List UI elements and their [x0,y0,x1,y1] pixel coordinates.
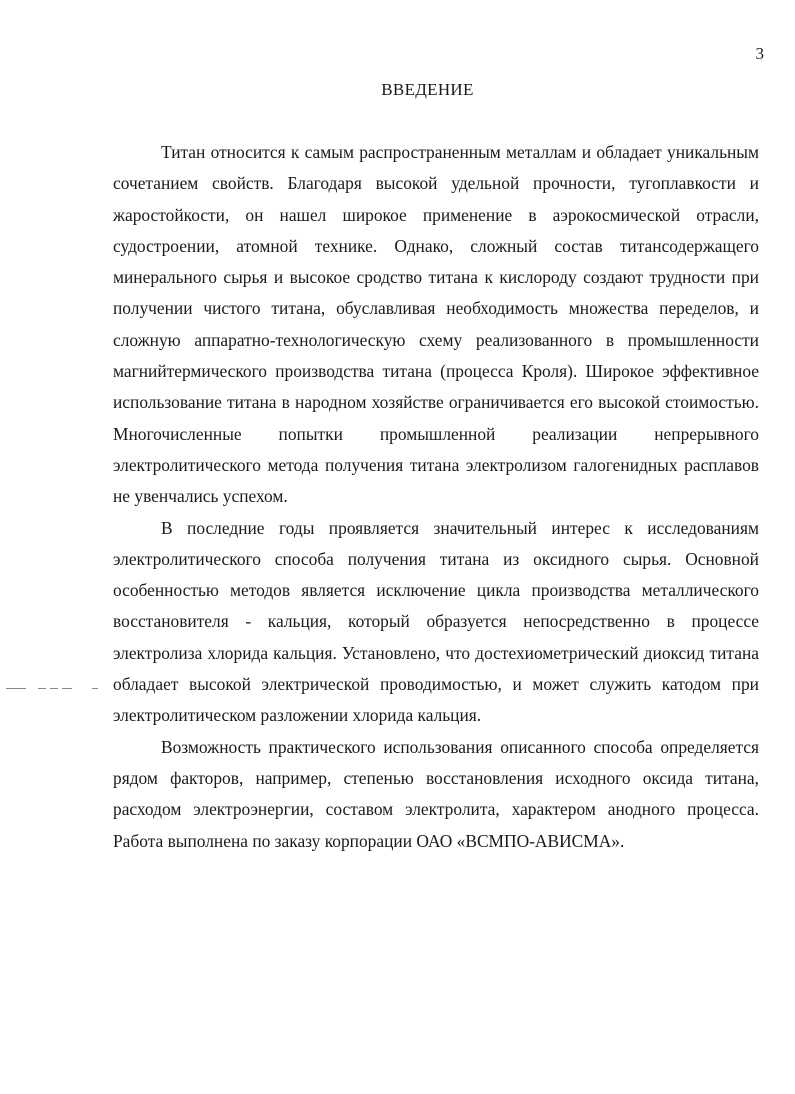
scan-mark-dash [38,688,46,689]
paragraph-2: В последние годы проявляется значительный интерес к исследованиям электролитического способа получения титана из оксидного сырья. Основной особенностью методов является исключение цикла производства металлического восстановителя - кальция, который образуется непосредственно в процессе электролиза хлорида кальция. Установлено, что достехиометрический диоксид титана обладает высокой электрической проводимостью, и может служить катодом при электролитическом разложении хлорида кальция. [113,517,759,726]
page-title: ВВЕДЕНИЕ [381,80,474,99]
scan-mark-dash [62,688,72,689]
body-text [113,137,759,857]
page-number: 3 [755,44,764,63]
paragraph-1: Титан относится к самым распространенным металлам и обладает уникальным сочетанием свойств. Благодаря высокой удельной прочности, тугоплавкости и жаростойкости, он нашел широкое применение в аэрокосмической отрасли, судостроении, атомной технике. Однако, сложный состав титансодержащего минерального сырья и высокое сродство титана к кислороду создают трудности при получении чистого титана, обуславливая необходимость множества переделов, и сложную аппаратно-технологическую схему реализованного в промышленности магнийтермического производства титана (процесса Кроля). Широкое эффективное использование титана в народном хозяйстве ограничивается его высокой стоимостью. Многочисленные попытки промышленной реализации непрерывного электролитического метода получения титана электролизом галогенидных расплавов не увенчались успехом. [113,142,759,507]
scan-mark-dash [6,688,26,689]
margin-scan-mark [6,688,98,690]
paragraph-3: Возможность практического использования описанного способа определяется рядом факторов, например, степенью восстановления исходного оксида титана, расходом электроэнергии, составом электролита, характером анодного процесса. Работа выполнена по заказу корпорации ОАО «ВСМПО-АВИСМА». [113,736,759,851]
scan-mark-dash [92,688,98,689]
scan-mark-dash [50,688,58,689]
